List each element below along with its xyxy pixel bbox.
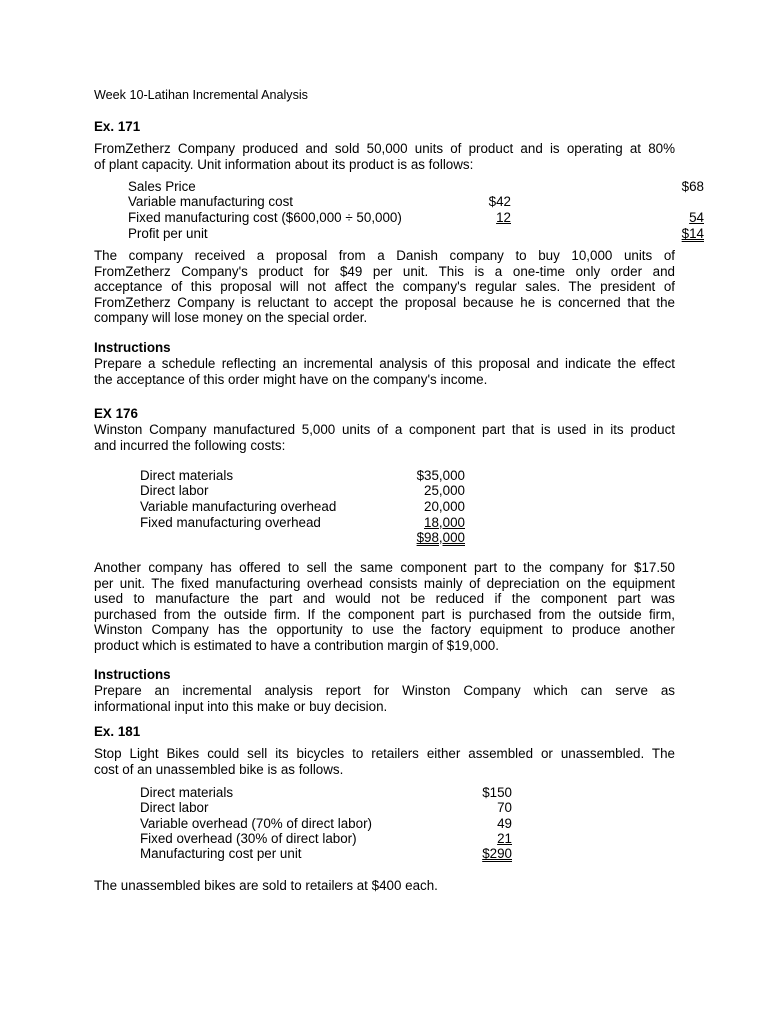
ex171-row-label: Fixed manufacturing cost ($600,000 ÷ 50,000) <box>128 210 402 225</box>
ex176-row-label: Direct labor <box>140 483 209 498</box>
ex181-intro <box>94 746 675 777</box>
ex176-row-value: 18,000 <box>424 515 465 530</box>
ex176-instructions-line: informational input into this make or buy decision. <box>94 698 388 714</box>
ex176-row-value: 25,000 <box>424 483 465 498</box>
ex171-body <box>94 248 675 326</box>
ex176-body-line: per unit. The fixed manufacturing overhead consists mainly of depreciation on the equipment <box>94 575 675 591</box>
ex176-body-line: Winston Company has the opportunity to use the factory equipment to produce another <box>94 622 675 637</box>
ex181-total-value: $290 <box>482 846 512 861</box>
ex176-row-label: Variable manufacturing overhead <box>140 499 337 514</box>
ex171-row-label: Variable manufacturing cost <box>128 194 293 209</box>
ex176-instructions-heading: Instructions <box>94 667 171 682</box>
ex176-instructions <box>94 683 675 714</box>
ex176-body-line: used to manufacture the part and would not be reduced if the component part was <box>94 591 675 606</box>
ex171-row-col2: 54 <box>689 210 704 225</box>
ex176-instructions-line: Prepare an incremental analysis report for Winston Company which can serve as <box>94 683 675 698</box>
ex181-row-value: $150 <box>482 785 512 800</box>
ex171-intro <box>94 141 675 172</box>
ex176-intro <box>94 422 675 453</box>
ex171-row-col1: 12 <box>496 210 511 225</box>
ex181-intro-line: cost of an unassembled bike is as follows. <box>94 761 344 777</box>
ex171-instructions-line: the acceptance of this order might have on the company's income. <box>94 371 488 387</box>
ex171-row-col2: $68 <box>681 179 704 194</box>
ex171-row-label: Profit per unit <box>128 226 208 241</box>
ex176-intro-line: Winston Company manufactured 5,000 units of a component part that is used in its product <box>94 422 675 437</box>
ex171-body-line: The company received a proposal from a Danish company to buy 10,000 units of <box>94 248 675 263</box>
ex176-total-value: $98,000 <box>416 530 465 545</box>
ex171-row-label: Sales Price <box>128 179 196 194</box>
ex181-row-label: Direct materials <box>140 785 234 800</box>
ex171-intro-line-2: of plant capacity. Unit information about its product is as follows: <box>94 156 474 172</box>
ex171-body-line: FromZetherz Company is reluctant to accept the proposal because he is concerned that the <box>94 294 675 310</box>
ex176-intro-line: and incurred the following costs: <box>94 437 286 453</box>
ex181-intro-line: Stop Light Bikes could sell its bicycles to retailers either assembled or unassembled. The <box>94 746 675 761</box>
ex171-body-line: company will lose money on the special order. <box>94 310 368 325</box>
ex181-row-label: Manufacturing cost per unit <box>140 846 302 861</box>
ex176-row-value: 20,000 <box>424 499 465 514</box>
ex171-row-col2: $14 <box>681 226 704 241</box>
ex176-body-line: purchased from the outside firm. If the component part is purchased from the outside firm, <box>94 606 675 622</box>
ex176-body <box>94 560 675 653</box>
ex171-heading: Ex. 171 <box>94 119 141 134</box>
ex171-row-col1: $42 <box>488 194 511 209</box>
ex181-row-value: 49 <box>497 816 512 831</box>
ex171-instructions-line: Prepare a schedule reflecting an incremental analysis of this proposal and indicate the effect <box>94 356 675 371</box>
ex171-instructions <box>94 356 675 387</box>
ex171-body-line: acceptance of this proposal will not affect the company's regular sales. The president of <box>94 279 675 294</box>
ex181-row-label: Variable overhead (70% of direct labor) <box>140 816 372 831</box>
ex176-row-label: Fixed manufacturing overhead <box>140 515 321 530</box>
ex171-instructions-heading: Instructions <box>94 340 171 355</box>
ex181-row-value: 70 <box>497 800 512 815</box>
ex176-row-value: $35,000 <box>416 468 465 483</box>
ex181-row-label: Direct labor <box>140 800 209 815</box>
ex181-closing: The unassembled bikes are sold to retailers at $400 each. <box>94 878 438 893</box>
ex181-row-value: 21 <box>497 831 512 846</box>
ex181-heading: Ex. 181 <box>94 724 141 739</box>
ex176-body-line: Another company has offered to sell the same component part to the company for $17.50 <box>94 560 675 575</box>
document-title: Week 10-Latihan Incremental Analysis <box>94 88 308 102</box>
ex171-intro-line-1: FromZetherz Company produced and sold 50,000 units of product and is operating at 80% <box>94 141 675 156</box>
ex176-heading: EX 176 <box>94 406 138 421</box>
ex176-body-line: product which is estimated to have a contribution margin of $19,000. <box>94 637 499 653</box>
ex181-row-label: Fixed overhead (30% of direct labor) <box>140 831 357 846</box>
ex171-body-line: FromZetherz Company's product for $49 per unit. This is a one-time only order and <box>94 263 675 279</box>
ex176-row-label: Direct materials <box>140 468 234 483</box>
